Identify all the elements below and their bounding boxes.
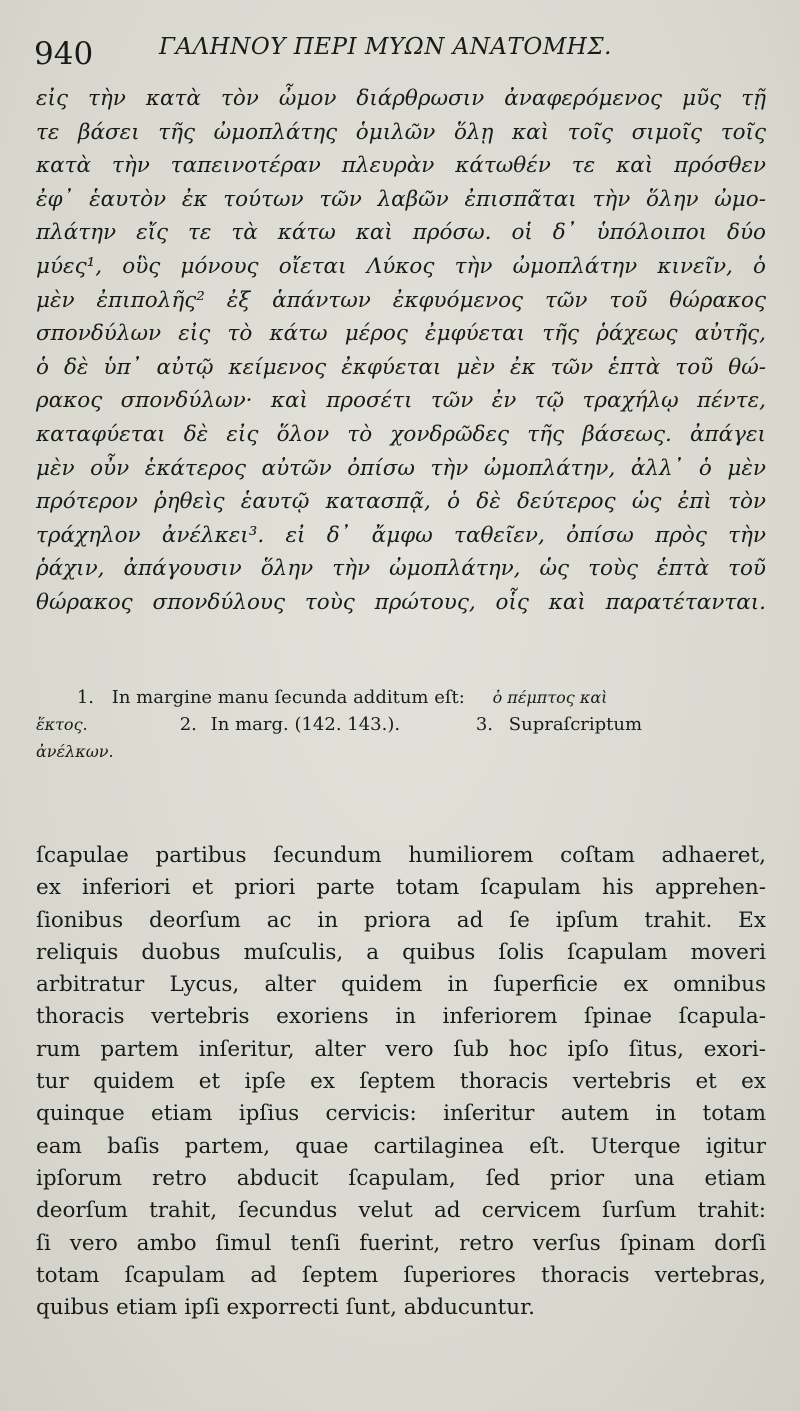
footnotes (36, 684, 766, 765)
greek-line: πλάτην εἴς τε τὰ κάτω καὶ πρόσω. οἱ δ᾽ ὑπόλοιποι δύο (36, 220, 766, 246)
footnote-line (36, 738, 766, 765)
greek-line: θώρακος σπονδύλους τοὺς πρώτους, οἷς καὶ παρατέτανται. (36, 589, 766, 615)
latin-line: arbitratur Lycus, alter quidem in ſuperficie ex omnibus (36, 972, 766, 998)
latin-line: tur quidem et ipſe ex ſeptem thoracis vertebris et ex (36, 1069, 766, 1095)
greek-text-block (36, 82, 766, 620)
footnote-text: In margine manu ſecunda additum eſt: (111, 687, 465, 708)
latin-line: totam ſcapulam ad ſeptem ſuperiores thoracis vertebras, (36, 1262, 766, 1288)
greek-line: μύες¹, οὓς μόνους οἴεται Λύκος τὴν ὠμοπλάτην κινεῖν, ὁ (36, 253, 766, 279)
footnote-greek: ὁ πέμπτος καὶ (492, 688, 608, 707)
greek-line: ὁ δὲ ὑπ᾽ αὐτῷ κείμενος ἐκφύεται μὲν ἐκ τῶν ἑπτὰ τοῦ θώ- (36, 354, 766, 380)
footnote-text: In marg. (142. 143.). (210, 714, 401, 735)
latin-line: ipſorum retro abducit ſcapulam, ſed prior una etiam (36, 1165, 766, 1191)
running-title: ΓΑΛΗΝΟΥ ΠΕΡΙ ΜΥΩΝ ΑΝΑΤΟΜΗΣ. (159, 34, 612, 60)
latin-line: ſcapulae partibus ſecundum humiliorem coſtam adhaeret, (36, 843, 766, 868)
latin-line: eam baſis partem, quae cartilaginea eſt. Uterque igitur (36, 1133, 766, 1159)
latin-line: ſi vero ambo ſimul tenſi fuerint, retro verſus ſpinam dorſi (36, 1230, 766, 1256)
greek-line: καταφύεται δὲ εἰς ὅλον τὸ χονδρῶδες τῆς βάσεως. ἀπάγει (36, 421, 766, 447)
greek-line: τράχηλον ἀνέλκει³. εἰ δ᾽ ἄμφω ταθεῖεν, ὀπίσω πρὸς τὴν (36, 522, 766, 548)
greek-line: κατὰ τὴν ταπεινοτέραν πλευρὰν κάτωθέν τε καὶ πρόσθεν (36, 153, 766, 179)
greek-line: πρότερον ῥηθεὶς ἑαυτῷ κατασπᾷ, ὁ δὲ δεύτερος ὡς ἐπὶ τὸν (36, 489, 766, 515)
page-number: 940 (34, 36, 94, 72)
footnote-greek: ἕκτος. (36, 715, 88, 734)
latin-line: rum partem inſeritur, alter vero ſub hoc ipſo ſitus, exori- (36, 1036, 766, 1062)
latin-line: deorſum trahit, ſecundus velut ad cervicem ſurſum trahit: (36, 1198, 766, 1224)
greek-line: εἰς τὴν κατὰ τὸν ὦμον διάρθρωσιν ἀναφερόμενος μῦς τῇ (36, 86, 766, 111)
greek-line: ῥάχιν, ἀπάγουσιν ὅλην τὴν ὠμοπλάτην, ὡς τοὺς ἑπτὰ τοῦ (36, 556, 766, 582)
latin-line: thoracis vertebris exoriens in inferiorem ſpinae ſcapula- (36, 1004, 766, 1030)
footnote-marker: 3. (475, 714, 494, 735)
footnote-marker: 2. (179, 714, 197, 735)
footnote-line (36, 684, 766, 711)
greek-line: σπονδύλων εἰς τὸ κάτω μέρος ἐμφύεται τῆς ῥάχεως αὐτῆς, (36, 321, 766, 347)
footnote-line (36, 711, 766, 738)
latin-text-block (36, 840, 766, 1324)
latin-line: quinque etiam ipſius cervicis: inſeritur autem in totam (36, 1101, 766, 1127)
greek-line: μὲν ἐπιπολῆς² ἐξ ἁπάντων ἐκφυόμενος τῶν τοῦ θώρακος (36, 287, 766, 313)
greek-line: μὲν οὖν ἑκάτερος αὐτῶν ὀπίσω τὴν ὠμοπλάτην, ἀλλ᾽ ὁ μὲν (36, 455, 766, 481)
footnote-text: Supraſcriptum (508, 714, 643, 735)
greek-line: τε βάσει τῆς ὠμοπλάτης ὁμιλῶν ὅλῃ καὶ τοῖς σιμοῖς τοῖς (36, 119, 766, 145)
footnote-marker: 1. (76, 687, 94, 708)
latin-line: quibus etiam ipſi exporrecti ſunt, abducuntur. (36, 1295, 535, 1321)
page-header (34, 30, 774, 80)
greek-line: ἐφ᾽ ἑαυτὸν ἐκ τούτων τῶν λαβῶν ἐπισπᾶται τὴν ὅλην ὠμο- (36, 186, 766, 212)
greek-line: ρακος σπονδύλων· καὶ προσέτι τῶν ἐν τῷ τραχήλῳ πέντε, (36, 388, 766, 414)
latin-line: reliquis duobus muſculis, a quibus ſolis ſcapulam moveri (36, 939, 766, 965)
latin-line: ex inferiori et priori parte totam ſcapulam his apprehen- (36, 875, 766, 901)
footnote-greek: ἀνέλκων. (36, 742, 114, 761)
latin-line: ſionibus deorſum ac in priora ad ſe ipſum trahit. Ex (36, 907, 766, 933)
